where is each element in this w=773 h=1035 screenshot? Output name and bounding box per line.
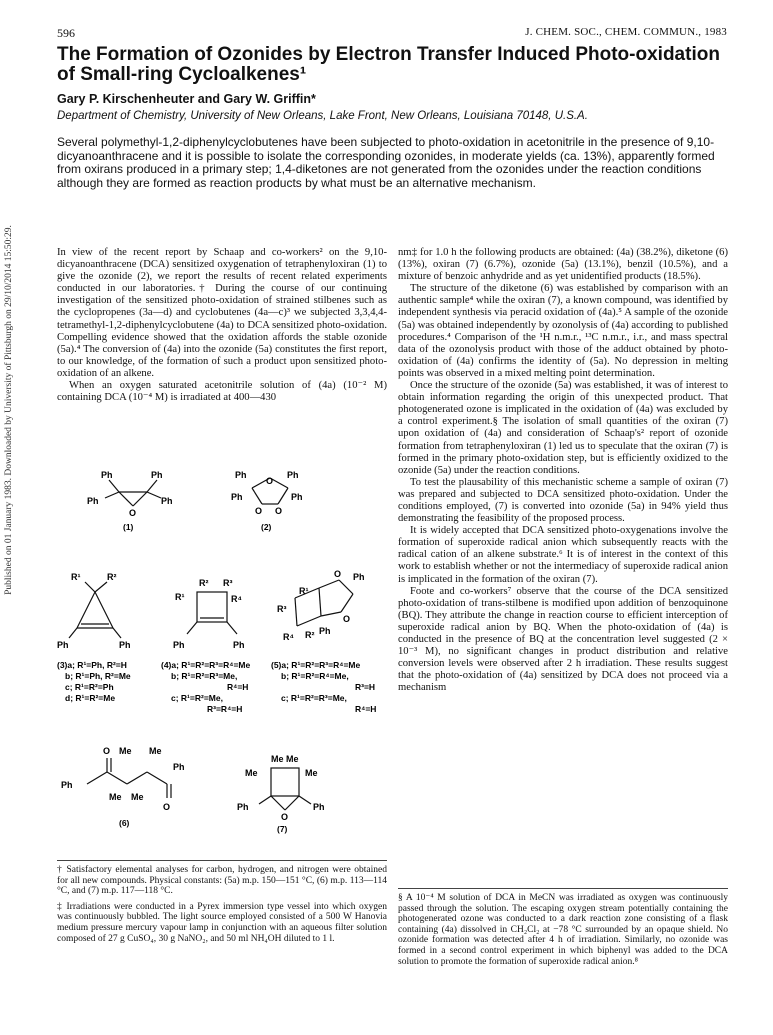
left-column-top: [57, 247, 387, 404]
oxygen-label: O: [343, 614, 351, 624]
caption-4b-r4: R⁴=H: [227, 682, 249, 692]
caption-4c: c; R¹=R²=Me,: [171, 693, 223, 703]
caption-4b: b; R¹=R²=R³=Me,: [171, 671, 238, 681]
methyl-label: Me: [245, 768, 258, 778]
methyl-pair-label: Me Me: [271, 754, 299, 764]
article-title: The Formation of Ozonides by Electron Transfer Induced Photo-oxidation of Small-ring Cycloalkenes¹: [57, 44, 720, 85]
footnotes-right: [398, 893, 728, 967]
oxygen-label: O: [275, 506, 283, 516]
phenyl-label: Ph: [235, 470, 247, 480]
r3-label: R³: [277, 604, 287, 614]
footnote-rule-left: [57, 860, 387, 861]
phenyl-label: Ph: [173, 762, 185, 772]
phenyl-label: Ph: [101, 470, 113, 480]
paragraph: To test the plausability of this mechanistic scheme a sample of oxiran (7) was prepared and subjected to DCA sensitized photo-oxidation. Under the conditions employed, (7) is converted into ozonide (5a) in 94% yield thus demonstrating the feasibility of the proposed process.: [398, 476, 728, 525]
download-watermark-text: Published on 01 January 1983. Downloaded by University of Pittsburgh on 29/10/2014 15:50:29.: [4, 225, 14, 595]
paragraph: When an oxygen saturated acetonitrile solution of (4a) (10⁻² M) containing DCA (10⁻⁴ M) is irradiated at 400—430: [57, 380, 387, 404]
phenyl-label: Ph: [161, 496, 173, 506]
phenyl-label: Ph: [313, 802, 325, 812]
right-column: [398, 247, 728, 694]
caption-5a: (5)a; R¹=R²=R³=R⁴=Me: [271, 660, 361, 670]
caption-3d: d; R¹=R²=Me: [65, 693, 116, 703]
phenyl-label: Ph: [119, 640, 131, 650]
footnote-rule-right: [398, 888, 728, 889]
paragraph: It is widely accepted that DCA sensitized photo-oxygenations involve the formation of superoxide radical anion which subsequently reacts with the radical cation of an alkene substrate.⁶ It is of interest in the context of this work to establish whether or not the intermediacy of superoxide radical anion is implicated in the formation of the oxiran (7).: [398, 525, 728, 585]
caption-5c: c; R¹=R²=R³=Me,: [281, 693, 347, 703]
caption-3c: c; R¹=R²=Ph: [65, 682, 114, 692]
r1-label: R¹: [299, 586, 309, 596]
phenyl-label: Ph: [353, 572, 365, 582]
methyl-label: Me: [131, 792, 144, 802]
chemical-structures: [57, 470, 387, 835]
caption-3a: (3)a; R¹=Ph, R²=H: [57, 660, 127, 670]
footnotes-left: [57, 865, 387, 944]
r2-label: R²: [199, 578, 209, 588]
page-number: 596: [57, 26, 75, 40]
r2-label: R²: [107, 572, 117, 582]
article-authors: Gary P. Kirschenheuter and Gary W. Griffin*: [57, 92, 316, 106]
paragraph: In view of the recent report by Schaap and co-workers² on the 9,10-dicyanoanthracene (DCA) sensitized oxygenation of tetraphenyloxiran (1) to give the ozonide (2), we report the results of recent related experiments conducted in our laboratories.† During the course of our continuing investigation of the sensitized photo-oxidation of strained stilbenes such as the cyclopropenes (3a—d) and cyclobutenes (4a—c)³ we subjected 3,3,4,4-tetramethyl-1,2-diphenylcyclobutene (4a) to DCA sensitized photo-oxidation. Compelling evidence showed that the oxidation affords the stable ozonide (5a).⁴ The conversion of (4a) into the ozonide (5a) constitutes the first report, to our knowledge, of the formation of such a product upon sensitized photo-oxidation of an alkene.: [57, 247, 387, 379]
oxygen-label: O: [255, 506, 263, 516]
phenyl-label: Ph: [319, 626, 331, 636]
compound-label-6: (6): [119, 818, 130, 828]
r3-label: R³: [223, 578, 233, 588]
paragraph: Once the structure of the ozonide (5a) was established, it was of interest to obtain information regarding the origin of this unexpected product. That photogenerated ozone is implicated in the oxidation of (4a) was excluded by a control experiment.§ The isolation of small quantities of the oxiran (7) upon oxidation of (4a) and consideration of Schaap's² report of ozonide formation from tetraphenyloxiran (1) led us to speculate that the oxiran (7) is formed in the primary photo-oxidation step, but is efficiently oxidized to the ozonide (5a) under the reaction conditions.: [398, 380, 728, 476]
paragraph: Foote and co-workers⁷ observe that the course of the DCA sensitized photo-oxidation of trans-stilbene is modified upon addition of benzoquinone (BQ). They attribute the change in reaction course to efficient interception of superoxide radical anion by BQ. When the photo-oxidation of (4a) is conducted in the presence of BQ at the concentration level suggested (2 × 10⁻³ M), no significant changes in product distribution and relative conversion levels were observed after 2 h irradiation. These results suggest that the photo-oxidation of (4a) sensitized by DCA does not proceed via a mechanism: [398, 585, 728, 694]
phenyl-label: Ph: [57, 640, 69, 650]
oxygen-label: O: [163, 802, 171, 812]
footnote-dagger: † Satisfactory elemental analyses for carbon, hydrogen, and nitrogen were obtained for all new compounds. Physical constants: (5a) m.p. 150—151 °C, (6) m.p. 113—114 °C, and (7) m.p. 117—118 °C.: [57, 865, 387, 897]
methyl-label: Me: [149, 746, 162, 756]
compound-label-2: (2): [261, 522, 272, 532]
methyl-label: Me: [119, 746, 132, 756]
methyl-label: Me: [109, 792, 122, 802]
running-header: J. CHEM. SOC., CHEM. COMMUN., 1983: [525, 26, 727, 38]
oxygen-label: O: [266, 476, 274, 486]
methyl-label: Me: [305, 768, 318, 778]
phenyl-label: Ph: [233, 640, 245, 650]
r2-label: R²: [305, 630, 315, 640]
download-watermark: [2, 200, 16, 620]
oxygen-label: O: [103, 746, 111, 756]
article-abstract: Several polymethyl-1,2-diphenylcyclobutenes have been subjected to photo-oxidation in acetonitrile in the presence of 9,10-dicyanoanthracene and it is possible to isolate the corresponding ozonides, in moderate yields (ca. 13%), apparently formed from oxirans produced in a primary step; 1,4-diketones are not generated from the ozonides under the reaction conditions although they are formed as reaction products by what must be an alternative mechanism.: [57, 135, 715, 190]
footnote-double-dagger: ‡ Irradiations were conducted in a Pyrex immersion type vessel into which oxygen was continuously bubbled. The light source employed consisted of a 500 W Hanovia medium pressure mercury vapour lamp in conjunction with an aqueous filter solution composed of 27 g CuSO₄, 30 g NaNO₂, and 50 ml NH₄OH diluted to 1 l.: [57, 901, 387, 944]
phenyl-label: Ph: [151, 470, 163, 480]
compound-label-7: (7): [277, 824, 288, 834]
caption-4c-r3r4: R³=R⁴=H: [207, 704, 243, 714]
compound-label-1: (1): [123, 522, 134, 532]
footnote-section: § A 10⁻⁴ M solution of DCA in MeCN was irradiated as oxygen was continuously passed through the solution. The escaping oxygen stream potentially containing the photogenerated ozone was conducted to a dark reaction zone consisting of a flask containing (4a) dissolved in CH₂Cl₂ at −78 °C surrounded by an opaque shield. No ozonide formation was detected after 4 h of irradiation. Similarly, no ozonide was formed in a second control experiment in which biphenyl was added to the DCA solution to promote the formation of superoxide radical anion.⁸: [398, 893, 728, 967]
oxygen-label: O: [281, 812, 289, 822]
paragraph: The structure of the diketone (6) was established by comparison with an authentic sample⁴ while the oxiran (7), a known compound, was identified by independent synthesis via peracid oxidation of (4a).⁵ A sample of the ozonide (5a) was obtained independently by ozonolysis of (4a) according to published procedures.⁴ Comparison of the ¹H n.m.r., ¹³C n.m.r., i.r., and mass spectral data of the ozonolysis product with those of the adduct obtained by photo-oxidation of (4a) confirms the identity of (5a). No depression in melting points was observed in a mixed melting point determination.: [398, 283, 728, 379]
r1-label: R¹: [175, 592, 185, 602]
phenyl-label: Ph: [291, 492, 303, 502]
caption-3b: b; R¹=Ph, R²=Me: [65, 671, 131, 681]
phenyl-label: Ph: [231, 492, 243, 502]
r1-label: R¹: [71, 572, 81, 582]
caption-5c-r4: R⁴=H: [355, 704, 377, 714]
phenyl-label: Ph: [237, 802, 249, 812]
paragraph: nm‡ for 1.0 h the following products are obtained: (4a) (38.2%), diketone (6) (13%), oxiran (7) (6.7%), ozonide (5a) (13.1%), benzil (10.5%), and a mixture of benzoic anhydride and as yet unidentified products (18.5%).: [398, 247, 728, 283]
caption-5b-r3: R³=H: [355, 682, 376, 692]
oxygen-label: O: [334, 569, 342, 579]
r4-label: R⁴: [231, 594, 242, 604]
article-affiliation: Department of Chemistry, University of New Orleans, Lake Front, New Orleans, Louisiana 70148, U.S.A.: [57, 110, 588, 122]
phenyl-label: Ph: [61, 780, 73, 790]
r4-label: R⁴: [283, 632, 294, 642]
caption-5b: b; R¹=R²=R⁴=Me,: [281, 671, 349, 681]
caption-4a: (4)a; R¹=R²=R³=R⁴=Me: [161, 660, 251, 670]
phenyl-label: Ph: [287, 470, 299, 480]
phenyl-label: Ph: [173, 640, 185, 650]
oxygen-label: O: [129, 508, 137, 518]
phenyl-label: Ph: [87, 496, 99, 506]
